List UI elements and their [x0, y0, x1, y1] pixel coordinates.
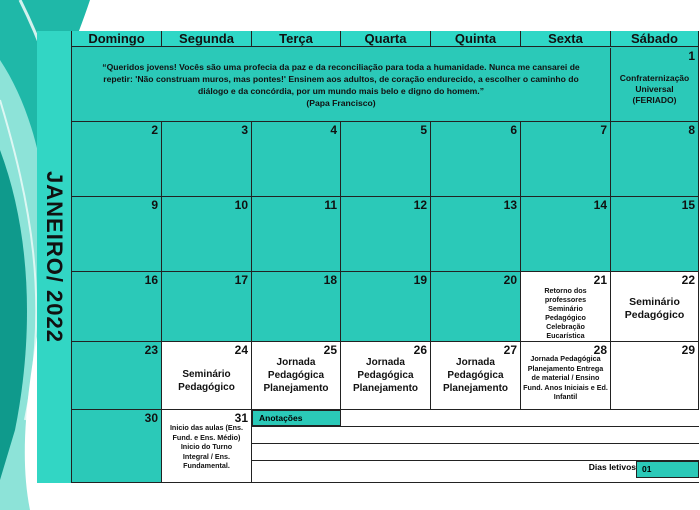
day-cell [431, 272, 521, 342]
day-cell [162, 197, 252, 272]
day-cell [252, 342, 341, 410]
quote-line: repetir: 'Não construam muros, mas pontes!' Ensinem aos adultos, de coração endurecido, a escolher o caminho do [103, 73, 579, 84]
day-number: 8 [688, 123, 695, 137]
day-cell [252, 122, 341, 197]
day-number: 24 [234, 343, 248, 357]
day-number: 19 [413, 273, 427, 287]
day-number: 2 [151, 123, 158, 137]
notes-label: Anotações [252, 410, 341, 426]
day-note: Jornada Pedagógica Planejamento [442, 357, 509, 394]
notes-line [252, 427, 699, 444]
day-cell [341, 122, 431, 197]
notes-line [252, 444, 699, 461]
day-note: Seminário Pedagógico [178, 369, 235, 393]
day-number: 17 [234, 273, 248, 287]
day-cell [431, 197, 521, 272]
day-number: 20 [503, 273, 517, 287]
quote-author: (Papa Francisco) [306, 97, 376, 108]
day-number: 31 [234, 411, 248, 425]
day-number: 18 [323, 273, 337, 287]
weekday-header: Terça [252, 31, 341, 47]
day-note: Inicio das aulas (Ens. Fund. e Ens. Médio) Inicio do Turno Integral / Ens. Fundamental. [169, 423, 244, 470]
day-note: Confraternização Universal (FERIADO) [619, 73, 690, 105]
quote-line: “Queridos jovens! Vocês são uma profecia da paz e da reconciliação para toda a humanidade. Nunca me cansarei de [102, 61, 580, 72]
day-cell [611, 272, 699, 342]
weekday-header: Sexta [521, 31, 611, 47]
day-cell [72, 197, 162, 272]
day-note: Seminário Pedagógico [624, 296, 685, 321]
day-cell [611, 122, 699, 197]
day-cell [611, 197, 699, 272]
day-cell [431, 122, 521, 197]
school-days-label: Dias letivos [588, 462, 636, 472]
day-number: 4 [330, 123, 337, 137]
quote-line: diálogo e da concórdia, por um mundo mais belo e digno do homem.” [197, 85, 484, 96]
day-cell [341, 272, 431, 342]
day-note: Jornada Pedagógica Planejamento [263, 357, 329, 394]
day-cell [162, 122, 252, 197]
calendar-grid [72, 31, 699, 483]
day-number: 14 [593, 198, 607, 212]
day-number: 16 [144, 273, 158, 287]
day-number: 6 [510, 123, 517, 137]
day-cell [162, 272, 252, 342]
day-number: 22 [681, 273, 695, 287]
day-cell [252, 197, 341, 272]
day-number: 1 [688, 49, 695, 63]
day-cell [72, 272, 162, 342]
day-cell [431, 342, 521, 410]
day-number: 25 [323, 343, 337, 357]
day-note: Retorno dos professores Seminário Pedagógico Celebração Eucarística [544, 286, 587, 340]
day-number: 10 [234, 198, 248, 212]
day-cell [521, 342, 611, 410]
day-note: Jornada Pedagógica Planejamento [352, 357, 419, 394]
day-number: 3 [241, 123, 248, 137]
day-cell [521, 197, 611, 272]
day-number: 15 [681, 198, 695, 212]
day-number: 5 [420, 123, 427, 137]
day-number: 23 [144, 343, 158, 357]
day-number: 29 [681, 343, 695, 357]
day-cell [341, 342, 431, 410]
day-number: 27 [503, 343, 517, 357]
day-note: Jornada Pedagógica Planejamento Entrega de material / Ensino Fund. Anos Iniciais e Ed. Infantil [523, 354, 608, 401]
day-number: 12 [413, 198, 427, 212]
weekday-header: Quarta [341, 31, 431, 47]
day-cell [72, 342, 162, 410]
day-number: 11 [324, 198, 337, 212]
weekday-header: Segunda [162, 31, 252, 47]
day-cell [611, 48, 699, 122]
weekday-header: Sábado [611, 31, 699, 47]
day-cell [521, 272, 611, 342]
day-cell [162, 410, 252, 483]
weekday-header: Quinta [431, 31, 521, 47]
school-days-value: 01 [636, 461, 699, 478]
day-cell [162, 342, 252, 410]
day-cell [252, 272, 341, 342]
day-number: 7 [600, 123, 607, 137]
day-number: 28 [593, 343, 607, 357]
day-number: 21 [593, 273, 607, 287]
day-cell [521, 122, 611, 197]
day-cell [341, 197, 431, 272]
day-cell [611, 342, 699, 410]
day-number: 26 [413, 343, 427, 357]
day-number: 30 [144, 411, 158, 425]
day-cell [72, 410, 162, 483]
day-cell [72, 122, 162, 197]
day-number: 9 [151, 198, 158, 212]
month-title: JANEIRO/ 2022 [42, 171, 67, 343]
day-number: 13 [503, 198, 517, 212]
weekday-header: Domingo [72, 31, 162, 47]
quote-box [72, 48, 611, 122]
